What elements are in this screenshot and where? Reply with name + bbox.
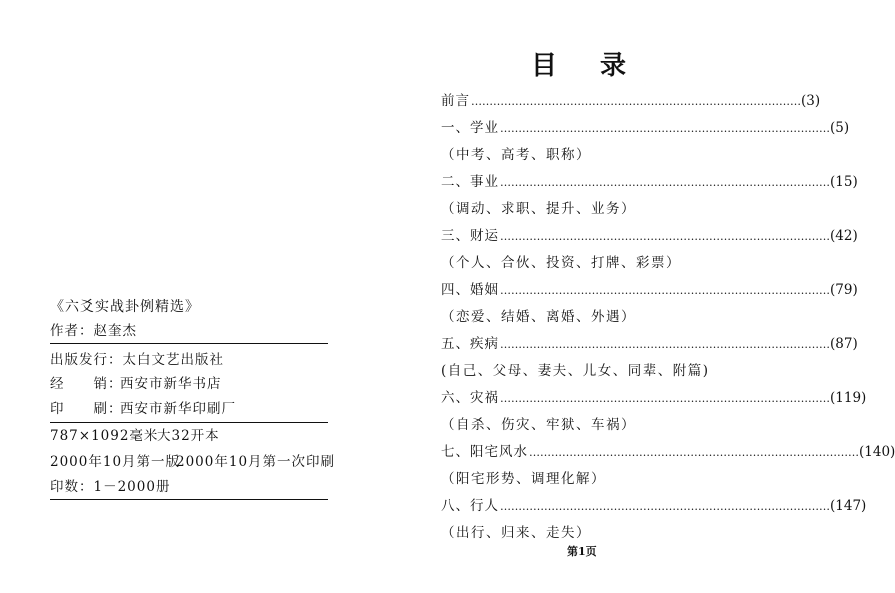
toc-entry-page: (3) bbox=[801, 93, 821, 109]
toc-entry-title: 三、财运 bbox=[441, 228, 499, 244]
distributor-row bbox=[50, 372, 328, 396]
edition-first: 2000年10月第一版 bbox=[50, 454, 181, 470]
toc-entry bbox=[441, 277, 858, 304]
toc-entry bbox=[441, 385, 867, 412]
toc-dot-leader: ……………………………………………………………………………… bbox=[500, 338, 830, 351]
publisher-label: 出版发行： bbox=[50, 352, 123, 368]
toc-entry-title: 八、行人 bbox=[441, 498, 499, 514]
toc-entry-page: (140) bbox=[859, 444, 895, 460]
toc-entry-title: 前言 bbox=[441, 93, 470, 109]
print-run: 印数：1－2000册 bbox=[50, 479, 171, 495]
format-row bbox=[50, 423, 328, 449]
format-size: 787×1092毫米 bbox=[50, 428, 159, 444]
toc-entry-page: (147) bbox=[830, 498, 867, 514]
page-number: 第1页 bbox=[567, 545, 597, 558]
toc-dot-leader: ……………………………………………………………………………… bbox=[500, 230, 830, 243]
toc-entry-page: (87) bbox=[830, 336, 858, 352]
toc-entry-page: (15) bbox=[830, 174, 858, 190]
toc-entry-subtopics: （阳宅形势、调理化解） bbox=[441, 471, 606, 487]
edition-print: 2000年10月第一次印刷 bbox=[176, 454, 336, 470]
toc-entry-title: 六、灾祸 bbox=[441, 390, 499, 406]
toc-dot-leader: ……………………………………………………………………………… bbox=[500, 392, 830, 405]
toc-entry bbox=[441, 331, 858, 358]
toc-entry-title: 一、学业 bbox=[441, 120, 499, 136]
toc-entry bbox=[441, 493, 867, 520]
toc-entry-subtopics: (自己、父母、妻夫、儿女、同辈、附篇) bbox=[441, 363, 710, 379]
toc-entry-subtopics: （个人、合伙、投资、打牌、彩票） bbox=[441, 255, 681, 271]
toc-entry bbox=[441, 115, 850, 142]
toc-entry-title: 二、事业 bbox=[441, 174, 499, 190]
toc-dot-leader: ……………………………………………………………………………… bbox=[500, 176, 830, 189]
toc-dot-leader: ……………………………………………………………………………… bbox=[471, 95, 801, 108]
format-pages: 大32开本 bbox=[157, 428, 220, 444]
toc-heading-char: 录 bbox=[599, 51, 626, 81]
toc-entry-title: 五、疾病 bbox=[441, 336, 499, 352]
toc-entry-title: 七、阳宅风水 bbox=[441, 444, 528, 460]
toc-heading-char: 目 bbox=[531, 51, 558, 81]
toc-entry bbox=[441, 439, 895, 466]
toc-dot-leader: ……………………………………………………………………………… bbox=[500, 284, 830, 297]
book-title: 《六爻实战卦例精选》 bbox=[50, 299, 200, 315]
copyright-block bbox=[50, 295, 336, 500]
printer-row bbox=[50, 396, 328, 423]
toc-entry-title: 四、婚姻 bbox=[441, 282, 499, 298]
toc-heading bbox=[531, 48, 626, 84]
publisher-row bbox=[50, 348, 328, 372]
toc-entry-page: (119) bbox=[830, 390, 867, 406]
author-name: 赵奎杰 bbox=[93, 323, 137, 339]
toc-entry-subtopics: （出行、归来、走失） bbox=[441, 525, 591, 541]
toc-entry-page: (5) bbox=[830, 120, 850, 136]
print-run-row bbox=[50, 475, 328, 500]
distributor-name: 西安市新华书店 bbox=[120, 376, 222, 392]
toc-entry-page: (42) bbox=[830, 228, 858, 244]
toc-entry-subtopics: （调动、求职、提升、业务） bbox=[441, 201, 636, 217]
toc-list bbox=[441, 88, 895, 547]
toc-entry-page: (79) bbox=[830, 282, 858, 298]
edition-row bbox=[50, 449, 336, 475]
toc-entry bbox=[441, 169, 858, 196]
author-label: 作者： bbox=[50, 323, 94, 339]
toc-entry bbox=[441, 88, 821, 115]
toc-dot-leader: ……………………………………………………………………………… bbox=[500, 122, 830, 135]
publisher-name: 太白文艺出版社 bbox=[122, 352, 224, 368]
toc-dot-leader: ……………………………………………………………………………… bbox=[500, 500, 830, 513]
toc-entry-subtopics: （恋爱、结婚、离婚、外遇） bbox=[441, 309, 636, 325]
printer-name: 西安市新华印刷厂 bbox=[120, 401, 236, 417]
toc-entry-subtopics: （自杀、伤灾、牢狱、车祸） bbox=[441, 417, 636, 433]
toc-dot-leader: ……………………………………………………………………………… bbox=[529, 446, 859, 459]
toc-entry-subtopics: （中考、高考、职称） bbox=[441, 147, 591, 163]
distributor-label: 经 销： bbox=[50, 376, 123, 392]
author-row bbox=[50, 319, 328, 344]
printer-label: 印 刷： bbox=[50, 401, 123, 417]
toc-entry bbox=[441, 223, 858, 250]
